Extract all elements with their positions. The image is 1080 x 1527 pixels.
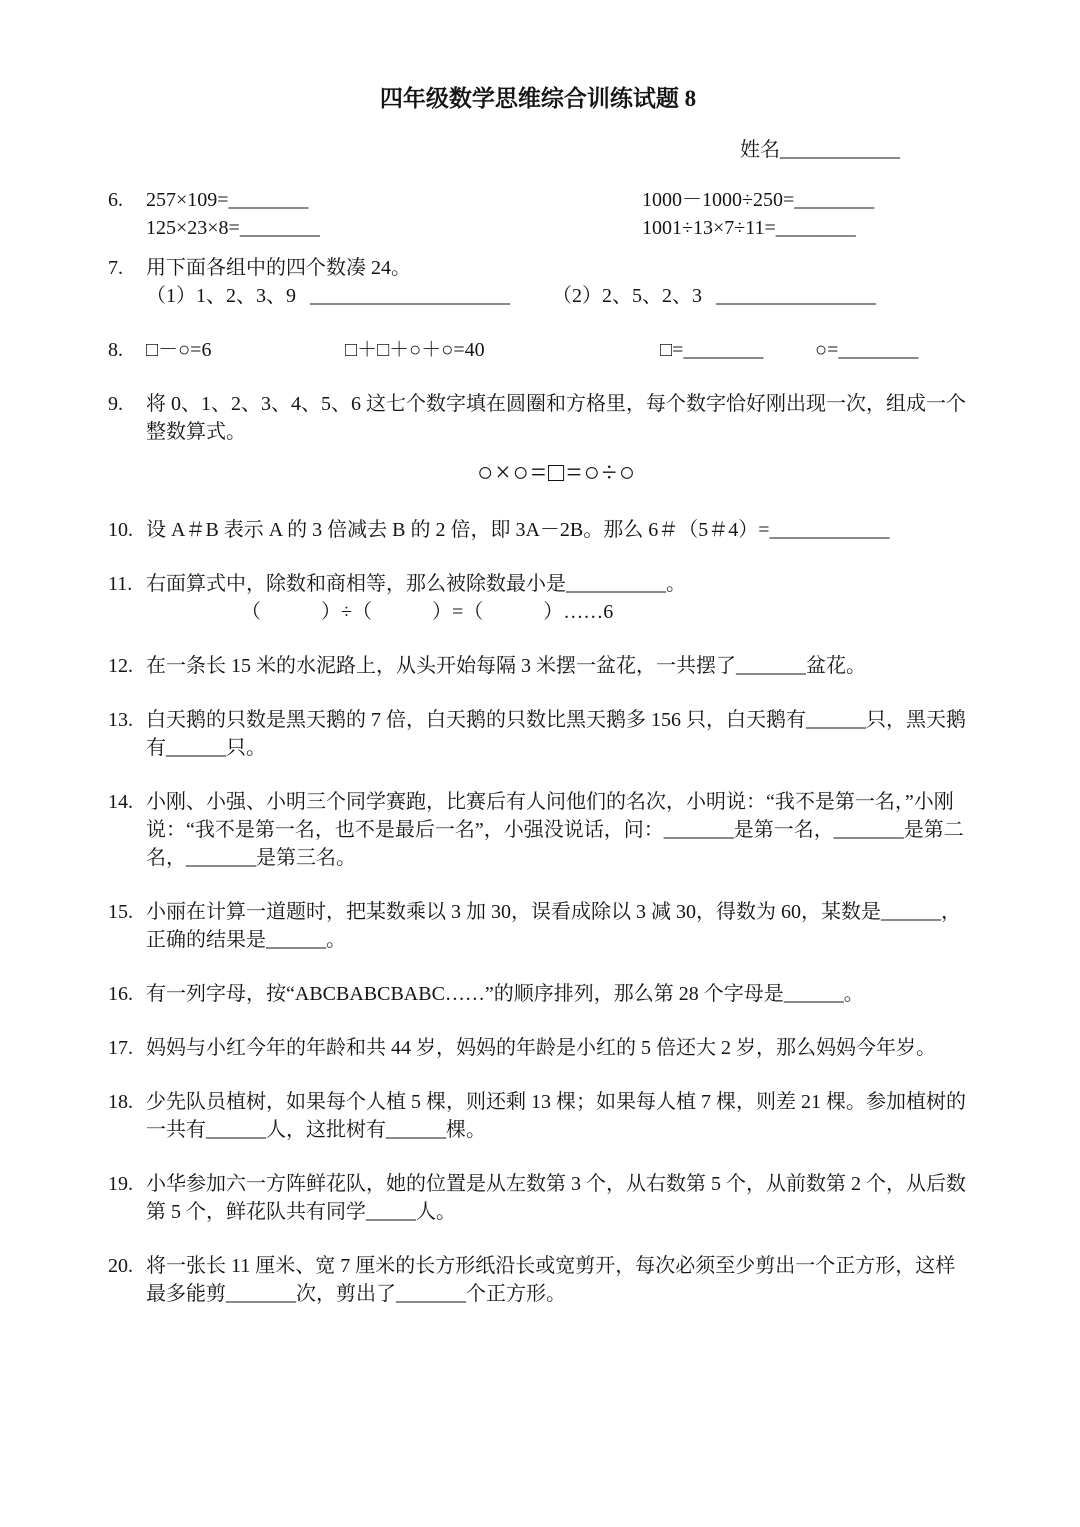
answer-blank: □=________	[660, 339, 764, 361]
problem-body	[146, 254, 968, 310]
name-line	[108, 136, 968, 164]
problem-number: 20.	[108, 1255, 133, 1277]
answer-blank: ____________________	[310, 285, 510, 307]
problem-body	[146, 186, 968, 242]
problem-18	[108, 1088, 968, 1144]
problem-9	[108, 390, 968, 490]
problem-text: 设 A＃B 表示 A 的 3 倍减去 B 的 2 倍，即 3A－2B。那么 6＃（5＃4）=____________	[146, 519, 890, 541]
problem-11	[108, 570, 968, 626]
problem-text: 少先队员植树，如果每个人植 5 棵，则还剩 13 棵；如果每人植 7 棵，则差 21 棵。参加植树的一共有______人，这批树有______棵。	[146, 1091, 966, 1141]
problem-6-row-2	[146, 214, 968, 242]
answer-blank: ○=________	[815, 339, 919, 361]
problem-17	[108, 1034, 968, 1062]
group-label: （2）2、5、2、3	[552, 285, 702, 307]
problem-body	[146, 336, 968, 364]
problem-text: 将一张长 11 厘米、宽 7 厘米的长方形纸沿长或宽剪开，每次必须至少剪出一个正方形，这样最多能剪_______次，剪出了_______个正方形。	[146, 1255, 956, 1305]
problem-text: 将 0、1、2、3、4、5、6 这七个数字填在圆圈和方格里，每个数字恰好刚出现一次，组成一个整数算式。	[146, 393, 966, 443]
problem-10	[108, 516, 968, 544]
equation: （ ）÷（ ）=（ ）……6	[241, 601, 614, 623]
problem-15	[108, 898, 968, 954]
problem-16	[108, 980, 968, 1008]
name-label: 姓名	[740, 139, 780, 161]
problem-number: 13.	[108, 709, 133, 731]
group-label: （1）1、2、3、9	[146, 285, 296, 307]
expression: 257×109=________	[146, 189, 309, 211]
problem-text: 妈妈与小红今年的年龄和共 44 岁，妈妈的年龄是小红的 5 倍还大 2 岁，那么妈妈今年岁。	[146, 1037, 936, 1059]
problem-text: 在一条长 15 米的水泥路上，从头开始每隔 3 米摆一盆花，一共摆了_______盆花。	[146, 655, 866, 677]
problem-number: 11.	[108, 573, 133, 595]
answer-blank: ________________	[716, 285, 876, 307]
problem-text: 用下面各组中的四个数凑 24。	[146, 257, 411, 279]
problem-7	[108, 254, 968, 310]
problem-number: 9.	[108, 393, 123, 415]
problem-body	[146, 570, 968, 626]
problem-12	[108, 652, 968, 680]
expression: 1000－1000÷250=________	[642, 189, 875, 211]
problem-text: 有一列字母，按“ABCBABCBABC……”的顺序排列，那么第 28 个字母是______。	[146, 983, 864, 1005]
problem-20	[108, 1252, 968, 1308]
name-blank: ____________	[780, 139, 900, 161]
problem-number: 15.	[108, 901, 133, 923]
problem-number: 19.	[108, 1173, 133, 1195]
equation: □－○=6	[146, 339, 212, 361]
problem-number: 6.	[108, 189, 123, 211]
problem-number: 8.	[108, 339, 123, 361]
problem-text: 白天鹅的只数是黑天鹅的 7 倍，白天鹅的只数比黑天鹅多 156 只，白天鹅有______只，黑天鹅有______只。	[146, 709, 966, 759]
problem-number: 12.	[108, 655, 133, 677]
problem-text: 小刚、小强、小明三个同学赛跑，比赛后有人问他们的名次，小明说：“我不是第一名，”小刚说：“我不是第一名，也不是最后一名”，小强没说话，问：_______是第一名，_______是第二名，_______是第三名。	[146, 791, 964, 869]
problem-body	[146, 390, 968, 490]
problem-6	[108, 186, 968, 242]
problem-text: 小华参加六一方阵鲜花队，她的位置是从左数第 3 个，从右数第 5 个，从前数第 2 个，从后数第 5 个，鲜花队共有同学_____人。	[146, 1173, 966, 1223]
expression: 125×23×8=________	[146, 217, 320, 239]
problem-8-equations	[146, 336, 968, 364]
equation: ○×○=□=○÷○	[476, 457, 638, 487]
problem-number: 16.	[108, 983, 133, 1005]
problem-8	[108, 336, 968, 364]
problem-14	[108, 788, 968, 872]
problem-number: 17.	[108, 1037, 133, 1059]
page-title: 四年级数学思维综合训练试题 8	[379, 86, 697, 111]
problem-text: 右面算式中，除数和商相等，那么被除数最小是__________。	[146, 573, 686, 595]
problem-number: 10.	[108, 519, 133, 541]
problem-6-row-1	[146, 186, 968, 214]
problem-13	[108, 706, 968, 762]
expression: 1001÷13×7÷11=________	[642, 217, 856, 239]
problem-7-groups	[146, 282, 968, 310]
problem-number: 14.	[108, 791, 133, 813]
problem-text: 小丽在计算一道题时，把某数乘以 3 加 30，误看成除以 3 减 30，得数为 60，某数是______，正确的结果是______。	[146, 901, 961, 951]
problem-number: 7.	[108, 257, 123, 279]
problem-19	[108, 1170, 968, 1226]
problem-number: 18.	[108, 1091, 133, 1113]
equation: □＋□＋○＋○=40	[345, 339, 485, 361]
